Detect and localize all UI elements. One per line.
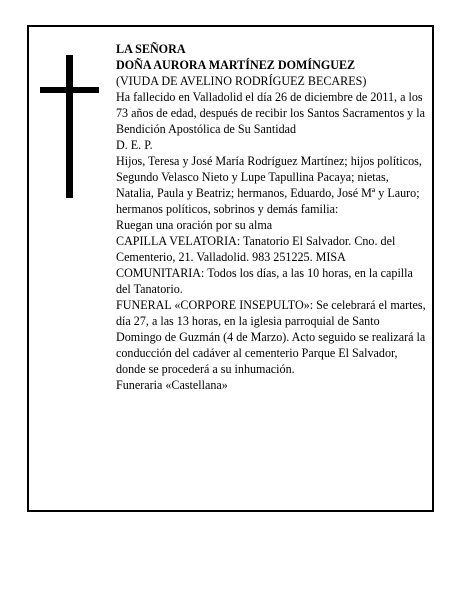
widow-of: (VIUDA DE AVELINO RODRÍGUEZ BECARES) (116, 74, 367, 88)
rip-abbreviation: D. E. P. (116, 138, 153, 152)
funeral-details: FUNERAL «CORPORE INSEPULTO»: Se celebrará el martes, día 27, a las 13 horas, en la iglesia parroquial de Santo Domingo de Guzmán (4 de Marzo). Acto seguido se realizará la conducción del cadáver al cementerio Parque El Salvador, donde se procederá a su inhumación. (116, 298, 426, 376)
prayer-request: Ruegan una oración por su alma (116, 218, 273, 232)
cross-horizontal-bar (40, 87, 99, 93)
cross-vertical-bar (66, 55, 73, 198)
deceased-name: DOÑA AURORA MARTÍNEZ DOMÍNGUEZ (116, 58, 356, 72)
death-announcement: Ha fallecido en Valladolid el día 26 de diciembre de 2011, a los 73 años de edad, después de recibir los Santos Sacramentos y la Bendición Apostólica de Su Santidad (116, 90, 425, 136)
salutation: LA SEÑORA (116, 42, 186, 56)
funeral-home: Funeraria «Castellana» (116, 378, 228, 392)
wake-details: CAPILLA VELATORIA: Tanatorio El Salvador. Cno. del Cementerio, 21. Valladolid. 983 251225. MISA COMUNITARIA: Todos los días, a las 10 horas, en la capilla del Tanatorio. (116, 234, 413, 296)
family-list: Hijos, Teresa y José María Rodríguez Martínez; hijos políticos, Segundo Velasco Nieto y Lupe Tapullina Pacaya; nietas, Natalia, Paula y Beatriz; hermanos, Eduardo, José Mª y Lauro; hermanos políticos, sobrinos y demás familia: (116, 154, 422, 216)
notice-text (116, 41, 428, 393)
obituary-notice (27, 25, 434, 512)
